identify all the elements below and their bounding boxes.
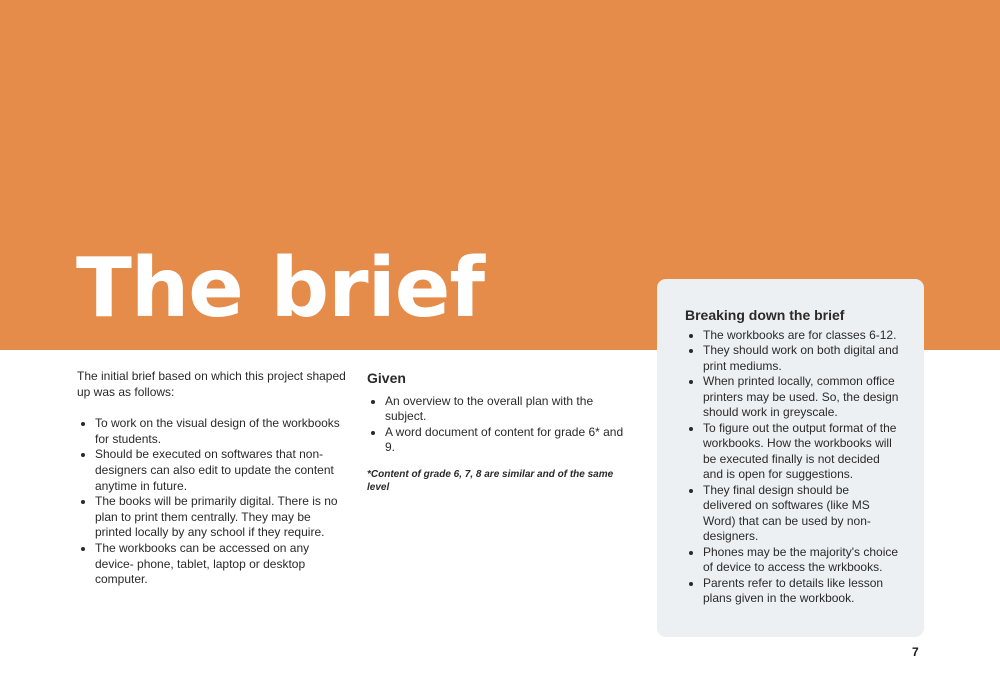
list-item: • They final design should be delivered on softwares (like MS Word) that can be used by non-designers. — [703, 483, 900, 545]
list-item: • The workbooks are for classes 6-12. — [703, 328, 900, 344]
brief-list — [77, 416, 349, 588]
list-item: • When printed locally, common office printers may be used. So, the design should work in greyscale. — [703, 374, 900, 421]
breakdown-heading: Breaking down the brief — [685, 307, 845, 323]
given-list — [367, 394, 627, 456]
given-heading: Given — [367, 370, 406, 386]
list-item: • A word document of content for grade 6* and 9. — [385, 425, 627, 456]
list-item: • Should be executed on softwares that non-designers can also edit to update the content anytime in future. — [95, 447, 349, 494]
list-item: • An overview to the overall plan with the subject. — [385, 394, 627, 425]
page-number: 7 — [912, 645, 919, 659]
page-title: The brief — [76, 241, 485, 336]
list-item: • The books will be primarily digital. There is no plan to print them centrally. They may be printed locally by any school if they require. — [95, 494, 349, 541]
footnote: *Content of grade 6, 7, 8 are similar and of the same level — [367, 468, 614, 493]
list-item: • The workbooks can be accessed on any device- phone, tablet, laptop or desktop computer. — [95, 541, 349, 588]
list-item: • To figure out the output format of the workbooks. How the workbooks will be executed finally is not decided and is open for suggestions. — [703, 421, 900, 483]
list-item: • They should work on both digital and print mediums. — [703, 343, 900, 374]
breakdown-list — [685, 328, 900, 607]
list-item: • Phones may be the majority's choice of device to access the wrkbooks. — [703, 545, 900, 576]
list-item: • Parents refer to details like lesson plans given in the workbook. — [703, 576, 900, 607]
given-section — [367, 371, 627, 494]
list-item: • To work on the visual design of the workbooks for students. — [95, 416, 349, 447]
intro-text: The initial brief based on which this project shaped up was as follows: — [77, 369, 346, 399]
breakdown-card — [657, 279, 924, 637]
intro-section — [77, 369, 349, 588]
